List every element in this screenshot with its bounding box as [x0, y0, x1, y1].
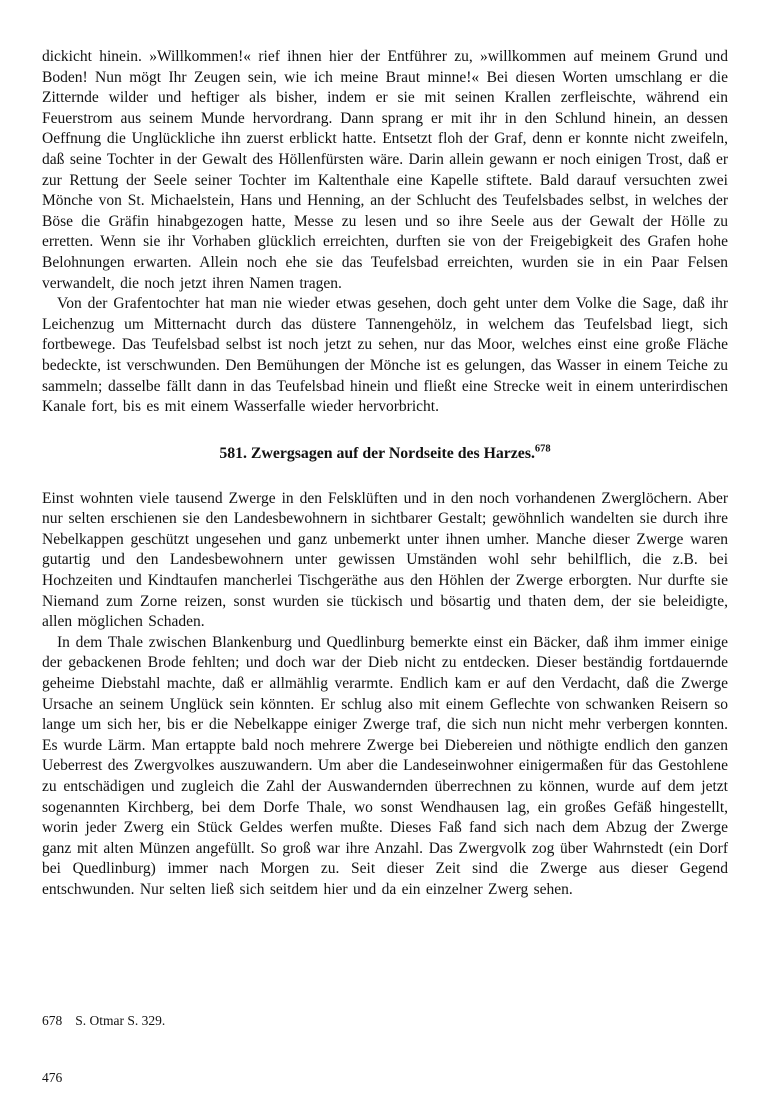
- footnote: [42, 1012, 165, 1030]
- section-heading-text: 581. Zwergsagen auf der Nordseite des Harzes.: [219, 444, 535, 462]
- paragraph: Einst wohnten viele tausend Zwerge in den Felsklüften und in den noch vorhandenen Zwerglöchern. Aber nur selten erschienen sie den Landesbewohnern in sichtbarer Gestalt; gewöhnlich wandelten sie durch ihre Nebelkappen geschützt ungesehen und ganz unbemerkt unter ihnen umher. Manche dieser Zwerge waren gutartig und den Landesbewohnern unter gewissen Umständen wohl sehr behilflich, die z.B. bei Hochzeiten und Kindtaufen mancherlei Tischgeräthe aus den Höhlen der Zwerge erborgten. Nur durfte sie Niemand zum Zorne reizen, sonst wurden sie tückisch und bösartig und thaten dem, der sie beleidigte, allen möglichen Schaden.: [42, 489, 728, 631]
- paragraph: In dem Thale zwischen Blankenburg und Quedlinburg bemerkte einst ein Bäcker, daß ihm immer einige der gebackenen Brode fehlten; und doch war der Dieb nicht zu entdecken. Dieser beständig fortdauernde geheime Diebstahl machte, daß er allmählig verarmte. Endlich kam er auf den Verdacht, daß die Zwerge Ursache an seinem Unglück sein könnten. Er schlug also mit einem Geflechte von schwanken Reisern so lange um sich her, bis er die Nebelkappe einiger Zwerge traf, die sich nun nicht mehr verbergen konnten. Es wurde Lärm. Man ertappte bald noch mehrere Zwerge bei Diebereien und nöthigte endlich den ganzen Ueberrest des Zwergvolkes auszuwandern. Um aber die Landeseinwohner einigermaßen für das Gestohlene zu entschädigen und zugleich die Zahl der Auswandernden überrechnen zu können, wurde auf dem jetzt sogenannten Kirchberg, bei dem Dorfe Thale, wo sonst Wendhausen lag, ein großes Gefäß hingestellt, worin jeder Zwerg ein Stück Geldes werfen mußte. Dieses Faß fand sich nach dem Abzug der Zwerge ganz mit alten Münzen angefüllt. So groß war ihre Anzahl. Das Zwergvolk zog über Wahrnstedt (ein Dorf bei Quedlinburg) immer nach Morgen zu. Seit dieser Zeit sind die Zwerge aus dieser Gegend entschwunden. Nur selten ließ sich seitdem hier und da ein einzelner Zwerg sehen.: [42, 633, 728, 898]
- page-body: [42, 47, 728, 901]
- paragraph-continuation: dickicht hinein. »Willkommen!« rief ihnen hier der Entführer zu, »willkommen auf meinem Grund und Boden! Nun mögt Ihr Zeugen sein, wie ich meine Braut minne!« Bei diesen Worten umschlang er die Zitternde wilder und heftiger als bisher, indem er sie mit seinen Krallen zerfleischte, während ein Feuerstrom aus seinem Munde hervordrang. Dann sprang er mit ihr in den Schlund hinein, an dessen Oeffnung die Unglückliche ihn zuerst erblickt hatte. Entsetzt floh der Graf, denn er konnte nicht zweifeln, daß seine Tochter in der Gewalt des Höllenfürsten wäre. Darin allein gewann er noch einigen Trost, daß er zur Rettung der Seele seiner Tochter im Kaltenthale eine Kapelle stiftete. Bald darauf versuchten zwei Mönche von St. Michaelstein, Hans und Henning, an der Schlucht des Teufelsbades selbst, in welches der Böse die Gräfin hinabgezogen hatte, Messe zu lesen und so ihre Seele aus der Gewalt der Hölle zu erretten. Wenn sie ihr Vorhaben glücklich erreichten, durften sie von der Freigebigkeit des Grafen hohe Belohnungen erwarten. Allein noch ehe sie das Teufelsbad erreichten, wurden sie in ein Paar Felsen verwandelt, die noch jetzt ihren Namen tragen.: [42, 48, 728, 292]
- page-number: 476: [42, 1070, 63, 1085]
- footnote-text: S. Otmar S. 329.: [75, 1013, 166, 1028]
- paragraph: Von der Grafentochter hat man nie wieder etwas gesehen, doch geht unter dem Volke die Sage, daß ihr Leichenzug um Mitternacht durch das düstere Tannengehölz, in welchem das Teufelsbad liegt, sich fortbewege. Das Teufelsbad selbst ist noch jetzt zu sehen, nur das Moor, welches einst eine große Fläche bedeckte, ist verschwunden. Den Bemühungen der Mönche ist es gelungen, das Wasser in einem Teiche zu sammeln; dasselbe fällt dann in das Teufelsbad hinein und fließt eine Strecke weit in einem unterirdischen Kanale fort, bis es mit einem Wasserfalle wieder hervorbricht.: [42, 295, 728, 416]
- section-heading: [42, 444, 728, 464]
- footnote-marker: 678: [534, 443, 551, 455]
- footnote-number: 678: [42, 1013, 63, 1028]
